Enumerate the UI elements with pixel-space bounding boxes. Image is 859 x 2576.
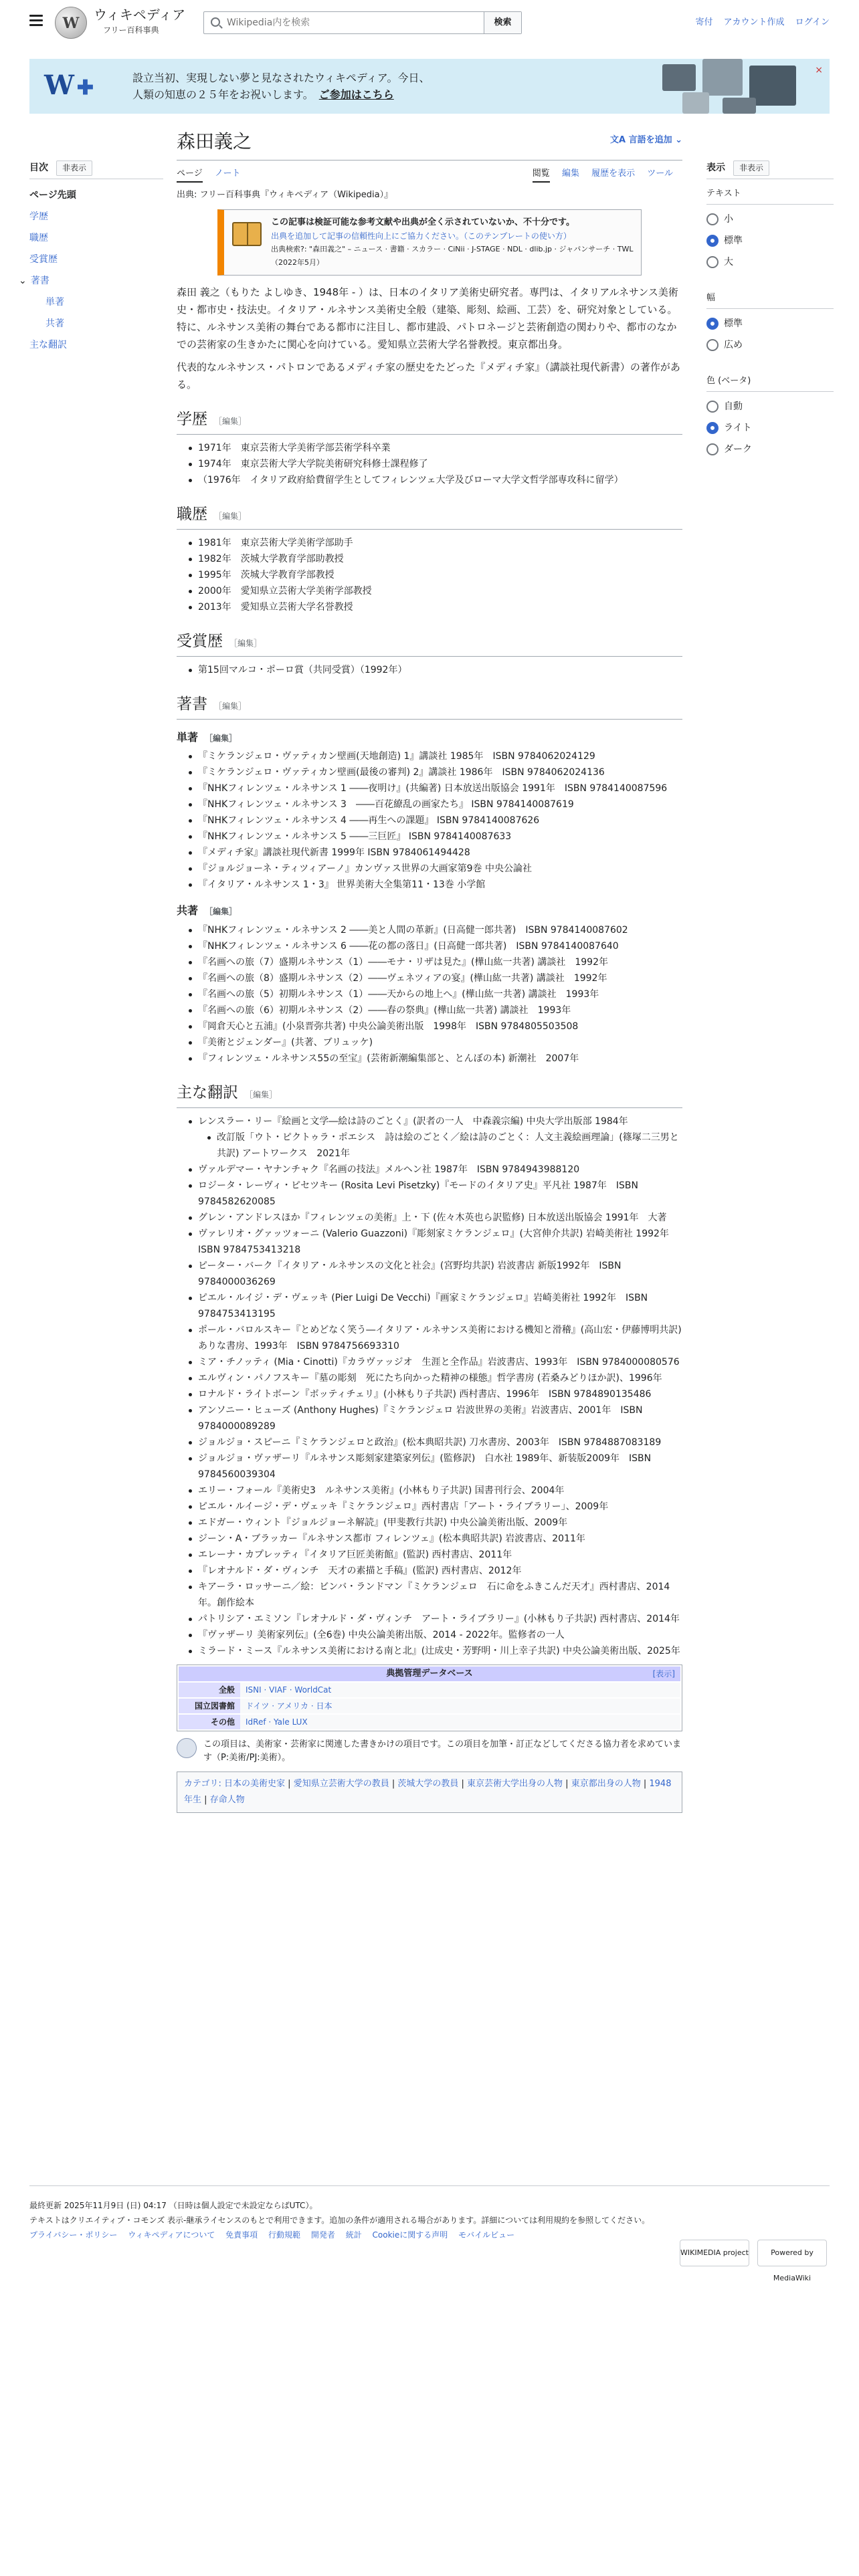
art-stub-icon <box>177 1738 197 1758</box>
edit-link[interactable]: ［編集］ <box>245 1089 278 1099</box>
edit-link[interactable]: ［編集］ <box>214 511 247 521</box>
search-box <box>203 11 522 34</box>
list-item: 『NHKフィレンツェ・ルネサンス 3 ――百花繚乱の画家たち』 ISBN 9784140087619 <box>189 796 682 813</box>
language-icon: 文A <box>609 135 629 145</box>
page-tabs <box>177 162 682 185</box>
navbox-toggle-button[interactable]: [表示] <box>652 1669 675 1679</box>
book-icon <box>232 222 262 246</box>
tab-talk[interactable]: ノート <box>214 169 241 179</box>
list-item: ヴァレリオ・グァッツォーニ (Valerio Guazzoni)『彫刻家ミケランジェロ』(大宮伸介共訳) 岩崎美術社 1992年 ISBN 9784753413218 <box>189 1226 682 1258</box>
list-item: 『NHKフィレンツェ・ルネサンス 6 ――花の都の落日』(日高健一郎共著) ISBN 9784140087640 <box>189 938 682 954</box>
list-item: レンスラー・リー『絵画と文学―絵は詩のごとく』(訳者の一人 中森義宗編) 中央大学出版部 1984年 <box>189 1113 682 1130</box>
list-item: 1971年 東京芸術大学美術学部芸術学科卒業 <box>189 440 682 456</box>
toc-item-single[interactable]: 単著 <box>45 297 64 308</box>
width-wide[interactable]: 広め <box>706 334 834 356</box>
lead-paragraph: 森田 義之（もりた よしゆき、1948年 - ）は、日本のイタリア美術史研究者。専門は、イタリアルネサンス美術史・都市史・技法史。イタリア・ルネサンス美術史全般（建築、彫刻、絵画、工芸）を、研究対象としている。特に、ルネサンス美術の舞台である都市に注目し、都市建設、パトロネージと芸術創造の関わりや、都市のなかでの芸術家の生きかたに関心を向けている。愛知県立芸術大学名誉教授。東京都出身。 <box>177 286 678 350</box>
list-item: ジョルジョ・ヴァザーリ『ルネサンス彫刻家建築家列伝』(監修訳) 白水社 1989年、新装版2009年 ISBN 9784560039304 <box>189 1451 682 1483</box>
wikimedia-badge[interactable]: WIKIMEDIA project <box>680 2240 749 2266</box>
last-modified: 最終更新 2025年11月9日 (日) 04:17 （日時は個人設定で未設定ならばUTC）。 <box>29 2201 318 2210</box>
list-item: 2000年 愛知県立芸術大学美術学部教授 <box>189 583 682 599</box>
toc-item-joint[interactable]: 共著 <box>45 318 64 330</box>
width-label: 幅 <box>706 292 834 309</box>
appearance-title: 表示 <box>706 163 725 174</box>
list-item: エドガー・ウィント『ジョルジョーネ解読』(甲斐教行共訳) 中央公論美術出版、2009年 <box>189 1515 682 1531</box>
tab-history[interactable]: 履歴を表示 <box>591 169 636 179</box>
footer-link[interactable]: Cookieに関する声明 <box>372 2230 448 2240</box>
category-link[interactable]: 存命人物 <box>209 1794 245 1805</box>
navbox-links[interactable]: ドイツ · アメリカ · 日本 <box>240 1699 680 1713</box>
category-links: カテゴリ: 日本の美術史家 | 愛知県立芸術大学の教員 | 茨城大学の教員 | 東京芸術大学出身の人物 | 東京都出身の人物 | 1948年生 | 存命人物 <box>177 1772 682 1813</box>
search-icon <box>211 17 220 27</box>
section-career: 職歴 ［編集］ <box>177 503 682 530</box>
width-standard[interactable]: 標準 <box>706 313 834 334</box>
toc-item-awards[interactable]: 受賞歴 <box>29 254 58 265</box>
license-text: テキストはクリエイティブ・コモンズ 表示-継承ライセンスのもとで利用できます。追加の条件が適用される場合があります。詳細については利用規約を参照してください。 <box>29 2216 650 2225</box>
category-label[interactable]: カテゴリ: <box>184 1778 221 1789</box>
list-item: 『名画への旅（8）盛期ルネサンス（2）――ヴェネツィアの宴』(樺山紘一共著) 講談社 1992年 <box>189 970 682 986</box>
list-item: （1976年 イタリア政府給費留学生としてフィレンツェ大学及びローマ大学文哲学部専攻科に留学） <box>189 472 682 488</box>
toc-item-education[interactable]: 学歴 <box>29 211 48 223</box>
list-item: ロジータ・レーヴィ・ピセツキー (Rosita Levi Pisetzky)『モードのイタリア史』平凡社 1987年 ISBN 9784582620085 <box>189 1178 682 1210</box>
text-size-standard[interactable]: 標準 <box>706 230 834 251</box>
toc-item-works[interactable]: 著書 <box>30 276 50 287</box>
edit-link[interactable]: ［編集］ <box>229 638 262 648</box>
lead-paragraph-2: 代表的なルネサンス・パトロンであるメディチ家の歴史をたどった『メディチ家』（講談社現代新書）の著作がある。 <box>177 360 680 391</box>
toc-title: 目次 <box>29 163 48 174</box>
footer-link[interactable]: 開発者 <box>310 2230 335 2240</box>
article <box>177 128 682 1813</box>
toc-hide-button[interactable]: 非表示 <box>56 160 92 176</box>
text-size-label: テキスト <box>706 187 834 205</box>
notice-box: この記事は検証可能な参考文献や出典が全く示されていないか、不十分です。 出典を追加して記事の信頼性向上にご協力ください。（このテンプレートの使い方） 出典検索?: "森田義之" – ニュース · 書籍 · スカラー · CiNii · J-STAGE · NDL · dlib.jp · ジャパンサーチ · TWL （2022年5月） <box>217 209 642 276</box>
list-item: 1995年 茨城大学教育学部教授 <box>189 567 682 583</box>
list-item: 1974年 東京芸術大学大学院美術研究科修士課程修了 <box>189 456 682 472</box>
appearance-hide-button[interactable]: 非表示 <box>733 160 769 176</box>
list-item: 『ジョルジョーネ・ティツィアーノ』カンヴァス世界の大画家第9巻 中央公論社 <box>189 861 682 877</box>
donate-link[interactable]: 寄付 <box>695 17 713 27</box>
list-item: グレン・アンドレスほか『フィレンツェの美術』上・下 (佐々木英也ら訳監修) 日本放送出版協会 1991年 大著 <box>189 1210 682 1226</box>
personal-tools <box>687 16 830 30</box>
section-awards: 受賞歴 ［編集］ <box>177 630 682 657</box>
footer-link[interactable]: 免責事項 <box>225 2230 258 2240</box>
list-item: エリー・フォール『美術史3 ルネサンス美術』(小林もり子共訳) 国書刊行会、2004年 <box>189 1483 682 1499</box>
edit-link[interactable]: ［編集］ <box>214 416 247 426</box>
color-auto[interactable]: 自動 <box>706 396 834 417</box>
category-link[interactable]: 東京都出身の人物 <box>571 1778 641 1789</box>
list-item: アンソニー・ヒューズ (Anthony Hughes)『ミケランジェロ 岩波世界の美術』岩波書店、2001年 ISBN 9784000089289 <box>189 1402 682 1434</box>
text-size-small[interactable]: 小 <box>706 209 834 230</box>
puzzle-photo-collage <box>642 59 809 114</box>
career-list <box>189 535 682 615</box>
tab-read[interactable]: 閲覧 <box>533 169 550 183</box>
add-languages-button[interactable]: 文A 言語を追加 ⌄ <box>609 135 682 145</box>
page-title: 森田義之 <box>177 130 252 152</box>
edit-link[interactable]: ［編集］ <box>205 733 237 743</box>
list-item: 『ヴァザーリ 美術家列伝』(全6巻) 中央公論美術出版、2014 - 2022年。監修者の一人 <box>189 1627 682 1643</box>
appearance-panel <box>706 160 834 460</box>
list-item: 『メディチ家』講談社現代新書 1999年 ISBN 9784061494428 <box>189 845 682 861</box>
mediawiki-badge[interactable]: Powered by MediaWiki <box>757 2240 827 2266</box>
single-works-list <box>189 748 682 893</box>
subsection-single: 単著 ［編集］ <box>177 730 237 744</box>
list-item: ジョルジョ・スピーニ『ミケランジェロと政治』(松本典昭共訳) 刀水書房、2003年 ISBN 9784887083189 <box>189 1434 682 1451</box>
category-link[interactable]: 茨城大学の教員 <box>397 1778 459 1789</box>
list-item: 『イタリア・ルネサンス 1・3』 世界美術大全集第11・13巻 小学館 <box>189 877 682 893</box>
list-item: 『名画への旅（6）初期ルネサンス（2）――春の祭典』(樺山紘一共著) 講談社 1993年 <box>189 1002 682 1018</box>
main-menu-icon[interactable] <box>29 15 43 27</box>
edit-link[interactable]: ［編集］ <box>214 701 247 711</box>
list-item: 第15回マルコ・ポーロ賞（共同受賞）（1992年） <box>189 662 682 678</box>
footer-link[interactable]: 行動規範 <box>268 2230 301 2240</box>
wikipedia-globe-logo[interactable]: W <box>55 7 87 39</box>
list-item: ピエル・ルイージ・デ・ヴェッキ『ミケランジェロ』西村書店「アート・ライブラリー」、2009年 <box>189 1499 682 1515</box>
site-wordmark[interactable]: ウィキペディア <box>94 7 186 23</box>
toc-item-career[interactable]: 職歴 <box>29 233 48 244</box>
list-item: 『名画への旅（7）盛期ルネサンス（1）――モナ・リザは見た』(樺山紘一共著) 講談社 1992年 <box>189 954 682 970</box>
login-link[interactable]: ログイン <box>795 17 830 27</box>
stub-notice: この項目は、美術家・芸術家に関連した書きかけの項目です。この項目を加筆・訂正などしてくださる協力者を求めています（P:美術/PJ:美術）。 <box>177 1738 682 1765</box>
banner-cta-link[interactable]: ご参加はこちら <box>318 88 394 101</box>
list-item: パトリシア・エミソン『レオナルド・ダ・ヴィンチ アート・ライブラリー』(小林もり子共訳) 西村書店、2014年 <box>189 1611 682 1627</box>
category-link[interactable]: 日本の美術史家 <box>224 1778 286 1789</box>
list-item: ロナルド・ライトボーン『ボッティチェリ』(小林もり子共訳) 西村書店、1996年 ISBN 9784890135486 <box>189 1386 682 1402</box>
list-item: ミア・チノッティ (Mia・Cinotti)『カラヴァッジオ 生涯と全作品』岩波書店、1993年 ISBN 9784000080576 <box>189 1354 682 1370</box>
list-item: 『ミケランジェロ・ヴァティカン壁画(最後の審判) 2』講談社 1986年 ISBN 9784062024136 <box>189 764 682 780</box>
section-works: 著書 ［編集］ <box>177 693 682 720</box>
list-item: 『レオナルド・ダ・ヴィンチ 天才の素描と手稿』(監訳) 西村書店、2012年 <box>189 1563 682 1579</box>
list-item: 『岡倉天心と五浦』(小泉晋弥共著) 中央公論美術出版 1998年 ISBN 9784805503508 <box>189 1018 682 1035</box>
list-item: 2013年 愛知県立芸術大学名誉教授 <box>189 599 682 615</box>
footer-link[interactable]: プライバシー・ポリシー <box>29 2230 118 2240</box>
list-item: キアーラ・ロッサーニ／絵：ビンバ・ランドマン『ミケランジェロ 石に命をふきこんだ天才』西村書店、2014年。創作絵本 <box>189 1579 682 1611</box>
list-item: ヴァルデマー・ヤナンチャク『名画の技法』メルヘン社 1987年 ISBN 9784943988120 <box>189 1162 682 1178</box>
list-item: 『NHKフィレンツェ・ルネサンス 5 ――三巨匠』 ISBN 9784140087633 <box>189 829 682 845</box>
list-item: 『美術とジェンダー』(共著、ブリュッケ) <box>189 1035 682 1051</box>
color-light[interactable]: ライト <box>706 417 834 439</box>
from-line: 出典: フリー百科事典『ウィキペディア（Wikipedia）』 <box>177 190 393 200</box>
site-tagline: フリー百科事典 <box>103 25 159 35</box>
education-list <box>189 440 682 488</box>
banner-close-icon[interactable]: × <box>815 65 823 76</box>
tab-tools[interactable]: ツール <box>647 169 673 179</box>
page-footer <box>29 2185 830 2282</box>
subsection-joint: 共著 ［編集］ <box>177 904 237 918</box>
footer-link[interactable]: モバイルビュー <box>458 2230 515 2240</box>
navbox-links[interactable]: ISNI · VIAF · WorldCat <box>240 1683 680 1697</box>
list-item: 1982年 茨城大学教育学部助教授 <box>189 551 682 567</box>
create-account-link[interactable]: アカウント作成 <box>723 17 785 27</box>
search-input[interactable] <box>227 12 481 33</box>
list-item: 改訂版「ウト・ピクトゥラ・ポエシス 詩は絵のごとく／絵は詩のごとく：人文主義絵画理論」(篠塚二三男と共訳) アートワークス 2021年 <box>207 1130 682 1162</box>
toc-item-translations[interactable]: 主な翻訳 <box>29 340 67 351</box>
tab-page[interactable]: ページ <box>177 169 203 183</box>
list-item: 『ミケランジェロ・ヴァティカン壁画(天地創造) 1』講談社 1985年 ISBN 9784062024129 <box>189 748 682 764</box>
list-item: エレーナ・カプレッティ『イタリア巨匠美術館』(監訳) 西村書店、2011年 <box>189 1547 682 1563</box>
list-item: 1981年 東京芸術大学美術学部助手 <box>189 535 682 551</box>
translations-list <box>189 1113 682 1659</box>
list-item: 『名画への旅（5）初期ルネサンス（1）――天からの地上へ』(樺山紘一共著) 講談社 1993年 <box>189 986 682 1002</box>
fundraising-banner <box>29 59 830 114</box>
table-of-contents <box>19 160 163 356</box>
navbox-links[interactable]: IdRef · Yale LUX <box>240 1715 680 1729</box>
awards-list <box>189 662 682 678</box>
list-item: ピーター・バーク『イタリア・ルネサンスの文化と社会』(宮野均共訳) 岩波書店 新版1992年 ISBN 9784000036269 <box>189 1258 682 1290</box>
list-item: ピエル・ルイジ・デ・ヴェッキ (Pier Luigi De Vecchi)『画家ミケランジェロ』岩崎美術社 1992年 ISBN 9784753413195 <box>189 1290 682 1322</box>
banner-text: 設立当初、実現しない夢と見なされたウィキペディア。今日、 人類の知恵の２５年をお祝いします。 ご参加はこちら <box>132 72 430 101</box>
joint-works-list <box>189 922 682 1067</box>
edit-link[interactable]: ［編集］ <box>205 907 237 917</box>
category-link[interactable]: 東京芸術大学出身の人物 <box>467 1778 563 1789</box>
color-dark[interactable]: ダーク <box>706 439 834 460</box>
list-item: 『NHKフィレンツェ・ルネサンス 1 ――夜明け』(共編著) 日本放送出版協会 1991年 ISBN 9784140087596 <box>189 780 682 796</box>
w25-logo: W ✚ <box>44 70 94 101</box>
section-education: 学歴 ［編集］ <box>177 408 682 435</box>
search-button[interactable]: 検索 <box>484 12 521 33</box>
toc-item-top[interactable]: ページ先頭 <box>29 190 76 201</box>
chevron-down-icon[interactable]: ⌄ <box>19 276 27 287</box>
site-header <box>0 0 859 44</box>
list-item: ポール・バロルスキー『とめどなく笑う―イタリア・ルネサンス美術における機知と滑稽』(高山宏・伊藤博明共訳) ありな書房、1993年 ISBN 9784756693310 <box>189 1322 682 1354</box>
list-item: 『NHKフィレンツェ・ルネサンス 2 ――美と人間の革新』(日高健一郎共著) ISBN 9784140087602 <box>189 922 682 938</box>
tab-edit[interactable]: 編集 <box>561 169 579 179</box>
category-link[interactable]: 1948年生 <box>184 1778 672 1805</box>
list-item: ミラード・ミース『ルネサンス美術における南と北』(辻成史・芳野明・川上幸子共訳) 中央公論美術出版、2025年 <box>189 1643 682 1659</box>
list-item: 『フィレンツェ・ルネサンス55の至宝』(芸術新潮編集部と、とんぼの本) 新潮社 2007年 <box>189 1051 682 1067</box>
footer-link[interactable]: ウィキペディアについて <box>128 2230 215 2240</box>
section-translations: 主な翻訳 ［編集］ <box>177 1081 682 1108</box>
text-size-large[interactable]: 大 <box>706 251 834 273</box>
category-link[interactable]: 愛知県立芸術大学の教員 <box>293 1778 389 1789</box>
list-item: エルヴィン・パノフスキー『墓の彫刻 死にたち向かった精神の様態』哲学書房 (若桑みどりほか訳)、1996年 <box>189 1370 682 1386</box>
list-item: 『NHKフィレンツェ・ルネサンス 4 ――再生への課題』 ISBN 9784140087626 <box>189 813 682 829</box>
color-label: 色 (ベータ) <box>706 374 834 392</box>
footer-link[interactable]: 統計 <box>345 2230 362 2240</box>
authority-control-box: 典拠管理データベース [表示] 全般 ISNI · VIAF · WorldCat 国立図書館 ドイツ · アメリカ · 日本 その他 IdRef · Yale LUX <box>177 1665 682 1731</box>
list-item: ジーン・A・ブラッカー『ルネサンス都市 フィレンツェ』(松本典昭共訳) 岩波書店、2011年 <box>189 1531 682 1547</box>
